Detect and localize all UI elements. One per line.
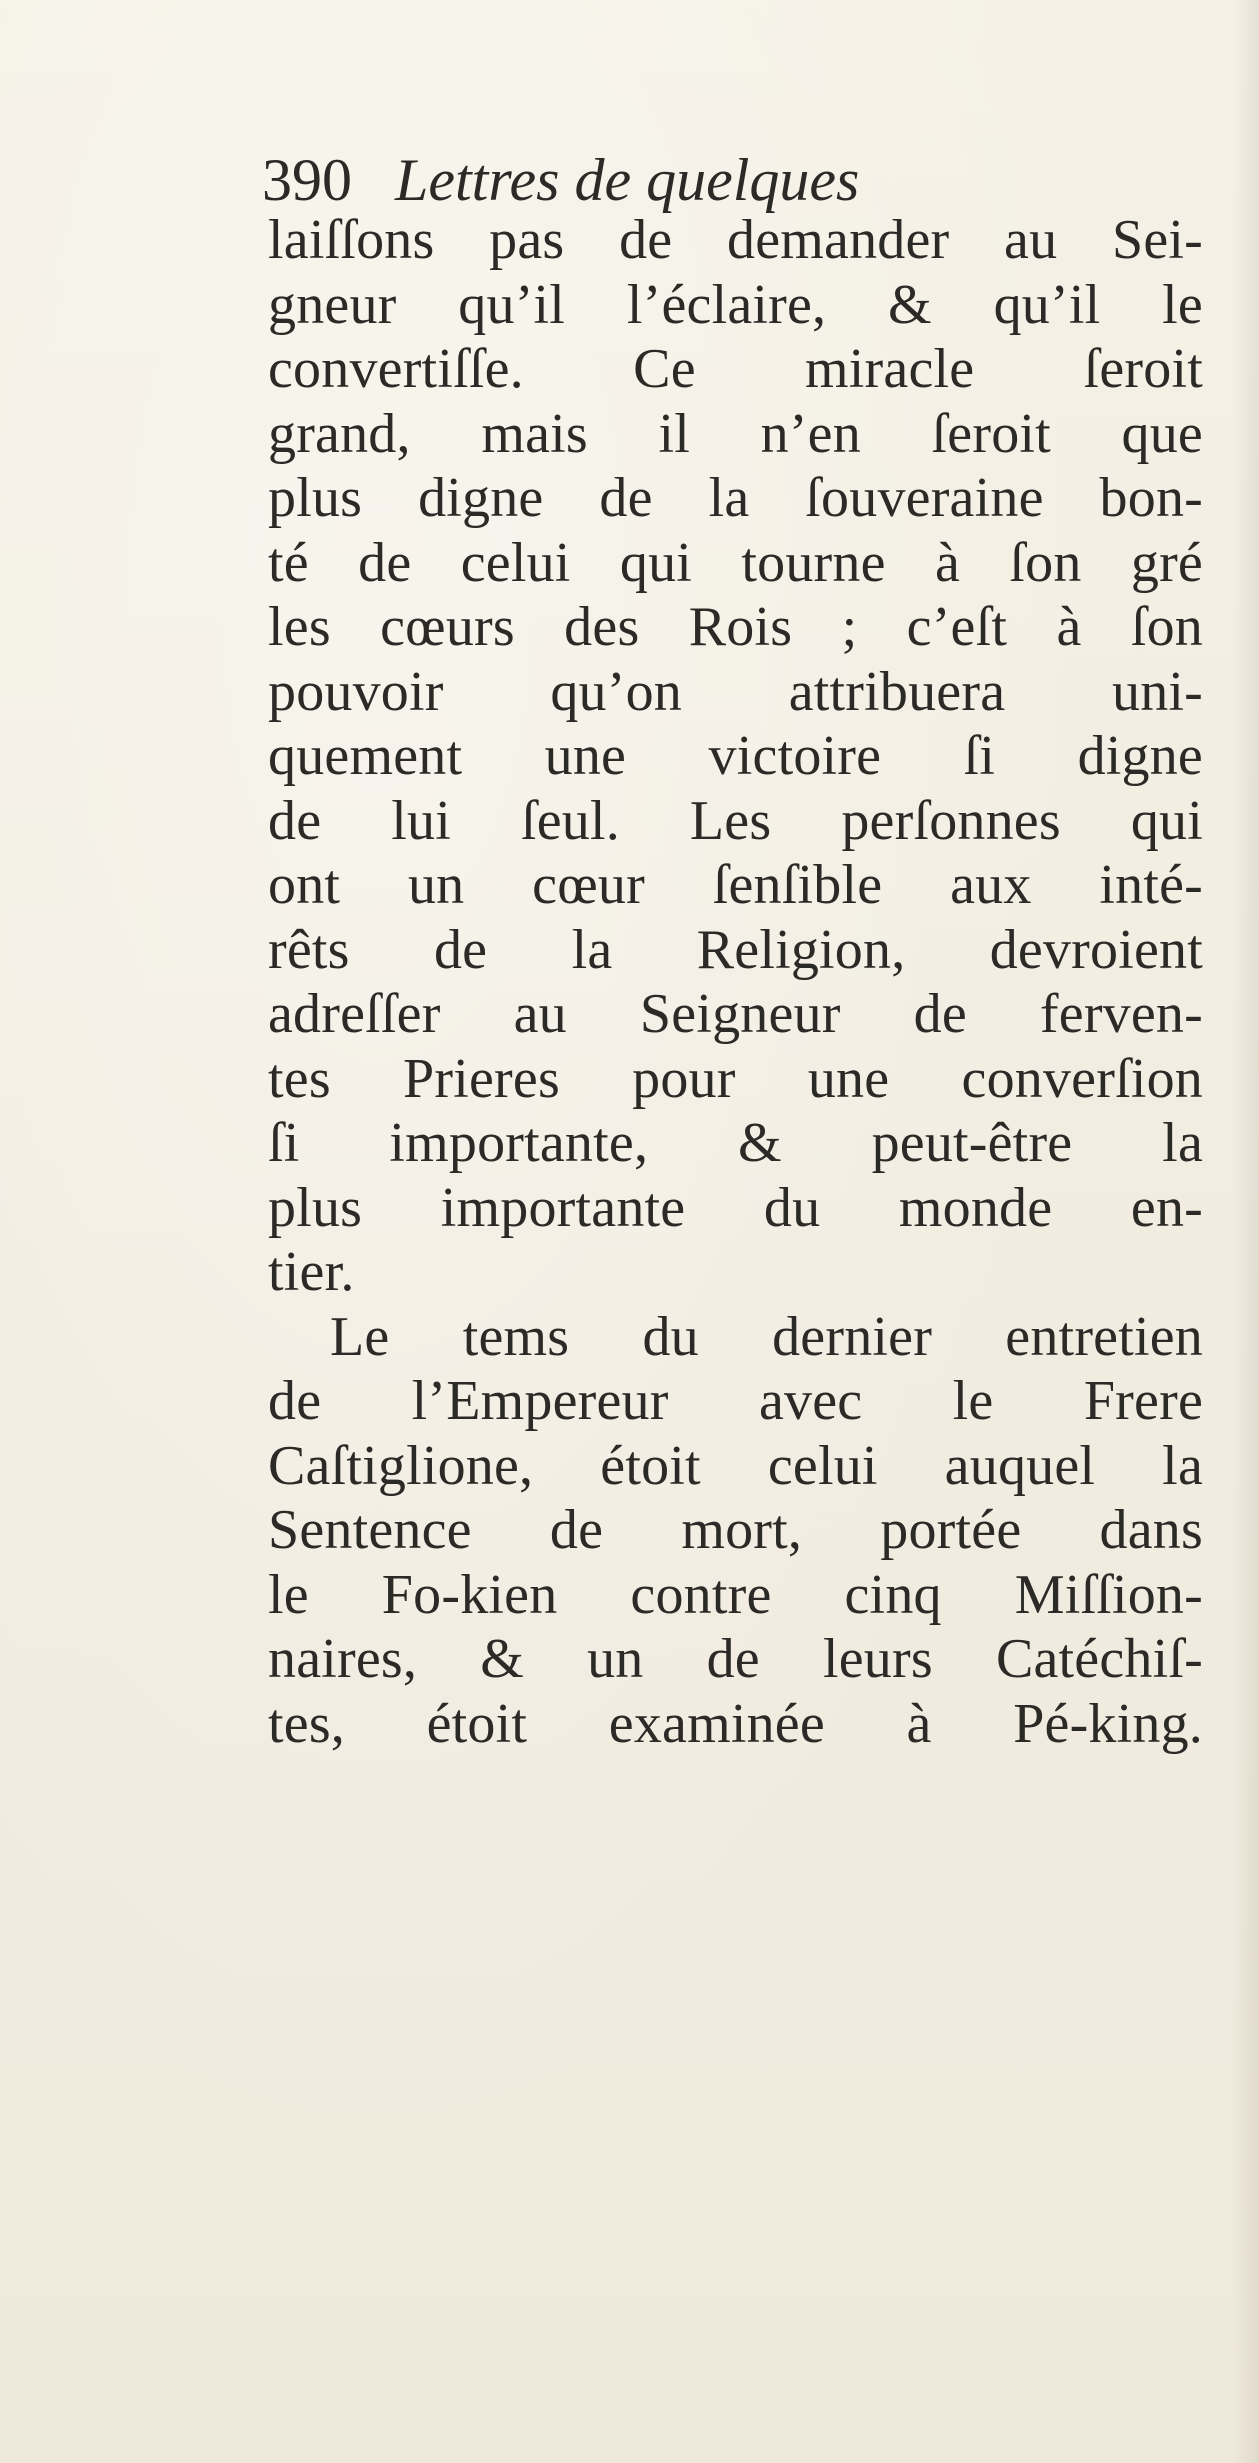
page-number: 390 <box>262 147 352 213</box>
text-line: gneur qu’il l’éclaire, & qu’il le <box>268 273 1203 336</box>
running-title: Lettres de quelques <box>395 147 860 213</box>
text-line: grand, mais il n’en ſeroit que <box>268 402 1203 465</box>
running-head <box>262 147 860 213</box>
text-line: naires, & un de leurs Catéchiſ- <box>268 1628 1203 1690</box>
text-line: tes, étoit examinée à Pé-king. <box>268 1692 1203 1755</box>
text-line: ſi importante, & peut-être la <box>268 1112 1203 1174</box>
text-line: tes Prieres pour une converſion <box>268 1047 1203 1110</box>
text-line: pouvoir qu’on attribuera uni- <box>268 660 1203 723</box>
page-edge-shadow <box>1233 0 1259 2463</box>
text-line: plus importante du monde en- <box>268 1176 1203 1239</box>
paragraph-end-line: tier. <box>268 1241 355 1303</box>
text-line: les cœurs des Rois ; c’eſt à ſon <box>268 596 1203 658</box>
text-line: rêts de la Religion, devroient <box>268 918 1203 981</box>
text-line: adreſſer au Seigneur de ferven- <box>268 983 1203 1045</box>
text-line: de lui ſeul. Les perſonnes qui <box>268 789 1203 852</box>
paragraph-first-line: Le tems du dernier entretien <box>330 1305 1203 1368</box>
text-line: Sentence de mort, portée dans <box>268 1499 1203 1561</box>
text-line: plus digne de la ſouveraine bon- <box>268 467 1203 529</box>
text-line: le Fo-kien contre cinq Miſſion- <box>268 1563 1203 1626</box>
text-line: té de celui qui tourne à ſon gré <box>268 531 1203 594</box>
text-line: quement une victoire ſi digne <box>268 725 1203 787</box>
text-line: ont un cœur ſenſible aux inté- <box>268 854 1203 916</box>
text-line: de l’Empereur avec le Frere <box>268 1370 1203 1432</box>
text-line: laiſſons pas de demander au Sei- <box>268 209 1203 271</box>
text-line: convertiſſe. Ce miracle ſeroit <box>268 338 1203 400</box>
body-text <box>268 208 1203 1756</box>
text-line: Caſtiglione, étoit celui auquel la <box>268 1434 1203 1497</box>
